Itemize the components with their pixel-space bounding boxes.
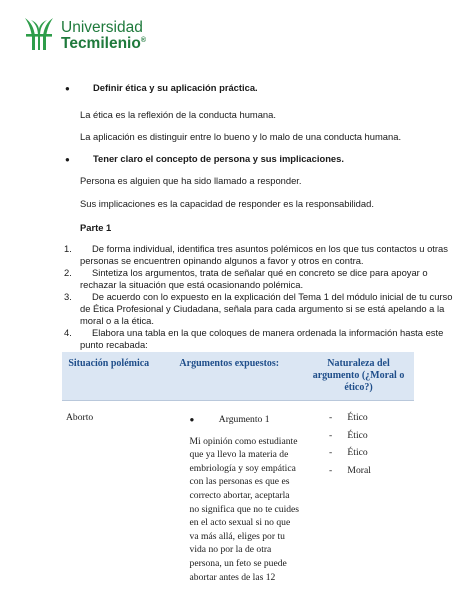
- item-2-line-1: Sintetiza los argumentos, trata de señalar qué en concreto se dice para apoyar o: [92, 267, 428, 278]
- section1-paragraph-2: La aplicación es distinguir entre lo bueno y lo malo de una conducta humana.: [80, 131, 402, 142]
- section2-heading: Tener claro el concepto de persona y sus implicaciones.: [93, 153, 344, 164]
- table-header-naturaleza: Naturaleza del argumento (¿Moral o ético?): [303, 352, 414, 401]
- item-number: 1.: [64, 243, 72, 254]
- item-1-line-2: personas se encuentren opinando algunos a favor y otros en contra.: [80, 255, 364, 266]
- bullet-icon: ●: [65, 155, 70, 164]
- list-item: - Ético: [329, 412, 368, 423]
- item-3-line-3: moral o a la ética.: [80, 315, 154, 326]
- cell-situacion: Aborto: [66, 412, 94, 423]
- item-4-line-1: Elabora una tabla en la que coloques de manera ordenada la información hasta este: [92, 327, 444, 338]
- item-number: 2.: [64, 267, 72, 278]
- item-3-line-2: de Ética Profesional y Ciudadana, señala para cada argumento si se está apelando a la: [80, 303, 445, 314]
- university-logo: [22, 14, 146, 56]
- item-4-line-2: punto recabada:: [80, 339, 148, 350]
- table-header-situacion: Situación polémica: [62, 352, 156, 401]
- table-header-argumentos: Argumentos expuestos:: [156, 352, 304, 401]
- tecmilenio-leaf-icon: [22, 16, 56, 52]
- section1-heading: Definir ética y su aplicación práctica.: [93, 82, 258, 93]
- argument-text: Mi opinión como estudiante que ya llevo la materia de embriología y soy empática con las personas es que es correcto abortar, aceptarla no significa que no te cuides en el acto sexual si no que va más allá, eliges por tu vida no por la de otra persona, un feto se puede abortar antes de las 12: [189, 435, 300, 583]
- section2-paragraph-1: Persona es alguien que ha sido llamado a responder.: [80, 175, 302, 186]
- section2-paragraph-2: Sus implicaciones es la capacidad de responder es la responsabilidad.: [80, 198, 374, 209]
- logo-line2: Tecmilenio®: [61, 34, 146, 52]
- argument-title: Argumento 1: [218, 414, 270, 425]
- cell-naturaleza: [303, 401, 414, 585]
- bullet-icon: ●: [189, 415, 195, 424]
- section1-paragraph-1: La ética es la reflexión de la conducta humana.: [80, 109, 276, 120]
- bullet-icon: ●: [65, 84, 70, 93]
- item-1-line-1: De forma individual, identifica tres asuntos polémicos en los que tus contactos u otras: [92, 243, 448, 254]
- item-3-line-1: De acuerdo con lo expuesto en la explicación del Tema 1 del módulo inicial de tu curso: [92, 291, 453, 302]
- arguments-table: [62, 352, 414, 584]
- list-item: - Moral: [329, 464, 371, 476]
- list-item: - Ético: [329, 429, 368, 441]
- item-number: 3.: [64, 291, 72, 302]
- item-2-line-2: rechazar la situación que está ocasionando polémica.: [80, 279, 304, 290]
- item-number: 4.: [64, 327, 72, 338]
- part-heading: Parte 1: [80, 222, 112, 233]
- cell-argumentos: [156, 401, 304, 585]
- logo-line1: Universidad: [61, 19, 143, 36]
- table-row: [62, 401, 414, 585]
- list-item: - Ético: [329, 447, 368, 459]
